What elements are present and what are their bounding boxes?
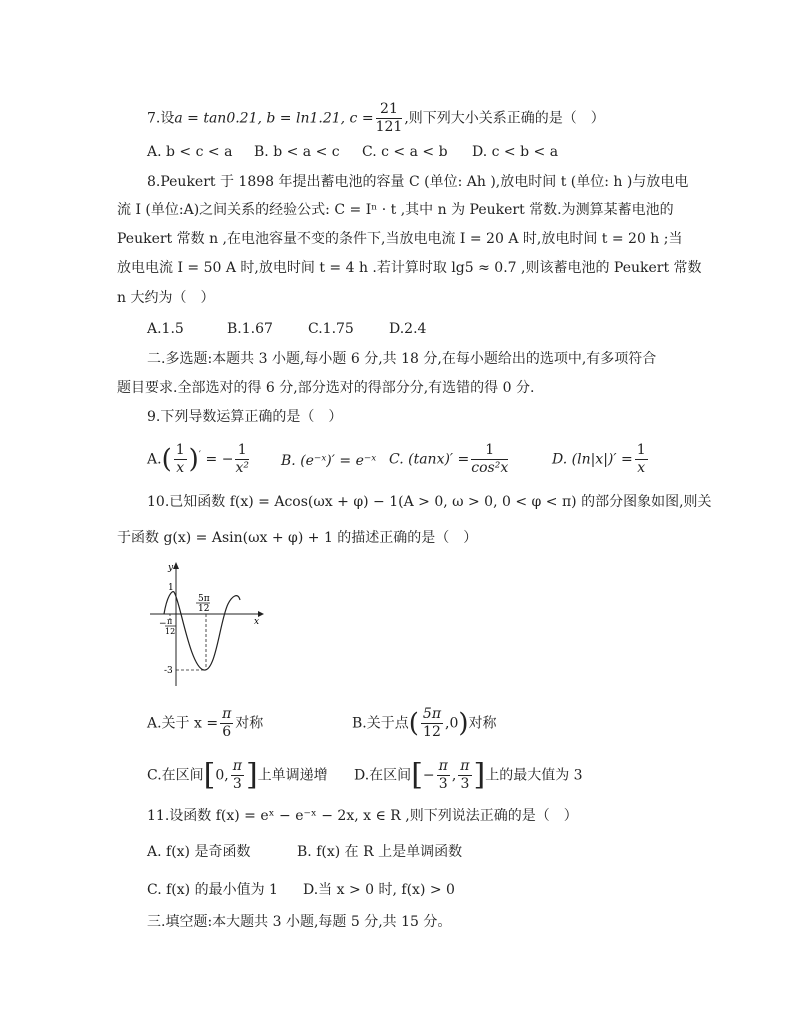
tick-5pi-num: 5π <box>198 594 210 604</box>
q10-option-c <box>147 758 328 793</box>
q8-line-4: 放电电流 I = 50 A 时,放电时间 t = 4 h .若计算时取 lg5 ≈ 0.7 ,则该蓄电池的 Peukert 常数 <box>117 260 702 276</box>
q11-stem: 11.设函数 f(x) = eˣ − e⁻ˣ − 2x, x ∈ R ,则下列说法正确的是（ ） <box>147 808 578 824</box>
q10-b-zero: ,0 <box>445 715 459 732</box>
q10-a-left: A.关于 x = <box>147 715 219 732</box>
q10-c-zero: 0, <box>215 767 229 784</box>
q7-option-a: A. b < c < a <box>147 144 233 160</box>
q9-a-prime: ′ <box>198 449 202 461</box>
section2-line-2: 题目要求.全部选对的得 6 分,部分选对的得部分分,有选错的得 0 分. <box>117 380 535 396</box>
q9-d-den: x <box>637 460 646 476</box>
q10-b-num: 5π <box>422 706 442 722</box>
q10-d-frac-1 <box>437 758 450 793</box>
q10-b-frac <box>421 706 443 741</box>
tick-pi-num: π <box>167 617 173 626</box>
y-axis-arrow <box>173 562 179 569</box>
y-axis-label: y <box>168 563 174 573</box>
q9-a-rhs-den: x² <box>235 460 249 476</box>
q8-line-1: 8.Peukert 于 1898 年提出蓄电池的容量 C (单位: Ah ),放电时间 t (单位: h )与放电电 <box>147 174 689 190</box>
q7-option-d: D. c < b < a <box>472 144 559 160</box>
q10-b-paren-close: ) <box>458 708 469 739</box>
q9-a-inner-frac <box>174 442 187 477</box>
q10-c-bracket-close: ] <box>245 757 258 793</box>
tick-pi-den: 12 <box>165 627 176 636</box>
q10-a-den: 6 <box>222 724 232 740</box>
q10-c-right: 上单调递增 <box>257 767 328 784</box>
tick-neg3-label: -3 <box>164 666 173 676</box>
q11-option-b: B. f(x) 在 R 上是单调函数 <box>297 844 463 860</box>
tick-5pi-den: 12 <box>198 604 210 614</box>
q10-d-right: 上的最大值为 3 <box>485 767 583 784</box>
q7-fraction <box>376 101 403 136</box>
q10-d-minus: − <box>422 767 435 784</box>
q8-option-a: A.1.5 <box>147 321 184 337</box>
x-axis-label: x <box>254 617 260 627</box>
q10-d-den-1: 3 <box>438 776 448 792</box>
q10-option-d: D.在区间[− $\frac{\pi}{3}$ , $\frac{\pi}{3}$ ]上的最大值为 3 <box>354 757 583 793</box>
q10-b-right: 对称 <box>468 715 497 732</box>
q9-a-paren-close: ) <box>188 444 199 475</box>
q9-a-equals: = − <box>205 451 234 468</box>
q8-line-3: Peukert 常数 n ,在电池容量不变的条件下,当放电电流 I = 20 A 时,放电时间 t = 20 h ;当 <box>117 231 683 247</box>
q9-c-den: cos²x <box>471 460 509 476</box>
q7-option-b: B. b < a < c <box>254 144 340 160</box>
q7-stem <box>147 101 605 136</box>
q9-c-frac <box>471 442 508 477</box>
q10-d-num-1: π <box>438 758 448 774</box>
q10-b-paren-open: ( <box>408 708 419 739</box>
q9-option-a <box>147 442 251 477</box>
q9-c-num: 1 <box>471 442 508 460</box>
q9-d-left: D. (ln|x|)′ = <box>552 451 633 468</box>
q10-c-bracket-open: [ <box>203 757 216 793</box>
q9-option-b: B. (e⁻ˣ)′ = e⁻ˣ <box>281 453 377 469</box>
q7-option-c: C. c < a < b <box>362 144 448 160</box>
q10-option-a <box>147 706 263 741</box>
q7-expression: a = tan0.21, b = ln1.21, c = <box>174 110 374 127</box>
q9-option-d <box>552 442 650 477</box>
q10-d-frac-2 <box>458 758 471 793</box>
q10-option-b <box>352 706 497 741</box>
q11-option-a: A. f(x) 是奇函数 <box>147 844 251 860</box>
q10-c-num: π <box>232 758 242 774</box>
q10-a-frac <box>220 706 233 741</box>
q9-d-num: 1 <box>636 442 646 458</box>
q10-c-left: C.在区间 <box>147 767 204 784</box>
q11-option-d: D.当 x > 0 时, f(x) > 0 <box>303 882 455 898</box>
q10-line-2: 于函数 g(x) = Asin(ωx + φ) + 1 的描述正确的是（ ） <box>117 530 478 546</box>
q7-tail: ,则下列大小关系正确的是（ ） <box>404 110 605 127</box>
q7-lead: 7.设 <box>147 110 175 127</box>
q10-function-graph <box>150 560 270 690</box>
q10-line-1: 10.已知函数 f(x) = Acos(ωx + φ) − 1(A > 0, ω > 0, 0 < φ < π) 的部分图象如图,则关 <box>147 494 712 510</box>
q9-stem: 9.下列导数运算正确的是（ ） <box>147 409 343 425</box>
q8-line-2: 流 I (单位:A)之间关系的经验公式: C = Iⁿ · t ,其中 n 为 Peukert 常数.为测算某蓄电池的 <box>117 202 674 218</box>
q10-c-den: 3 <box>232 776 242 792</box>
q11-option-c: C. f(x) 的最小值为 1 <box>147 882 278 898</box>
tick-1-label: 1 <box>168 583 174 593</box>
q9-c-left: C. (tanx)′ = <box>389 451 470 468</box>
section2-line-1: 二.多选题:本题共 3 小题,每小题 6 分,共 18 分,在每小题给出的选项中,有多项符合 <box>147 351 657 367</box>
q9-a-label: A. <box>147 451 162 468</box>
q8-option-b: B.1.67 <box>227 321 273 337</box>
q9-a-paren-open: ( <box>161 444 172 475</box>
q10-a-num: π <box>222 706 232 722</box>
q8-option-d: D.2.4 <box>389 321 427 337</box>
q9-option-c <box>389 442 510 477</box>
section3-line-1: 三.填空题:本大题共 3 小题,每题 5 分,共 15 分。 <box>147 914 452 930</box>
q10-d-bracket-open: [ <box>411 757 423 793</box>
q10-c-frac <box>231 758 244 793</box>
q10-d-den-2: 3 <box>460 776 470 792</box>
q8-line-5: n 大约为（ ） <box>117 290 215 306</box>
q10-d-num-2: π <box>460 758 470 774</box>
tick-pi-sign: − <box>159 619 167 629</box>
q10-b-den: 12 <box>423 724 441 740</box>
q10-d-bracket-close: ] <box>473 757 486 793</box>
q9-a-rhs-frac <box>235 442 249 477</box>
q7-frac-num: 21 <box>376 101 403 119</box>
q10-b-left: B.关于点 <box>352 715 409 732</box>
q9-a-inner-den: x <box>176 460 185 476</box>
q10-a-right: 对称 <box>235 715 264 732</box>
q8-option-c: C.1.75 <box>308 321 354 337</box>
q10-d-left: D.在区间 <box>354 767 412 784</box>
q9-a-inner-num: 1 <box>175 442 185 458</box>
q9-a-rhs-num: 1 <box>235 442 249 460</box>
q7-frac-den: 121 <box>375 119 403 135</box>
q9-d-frac <box>635 442 648 477</box>
